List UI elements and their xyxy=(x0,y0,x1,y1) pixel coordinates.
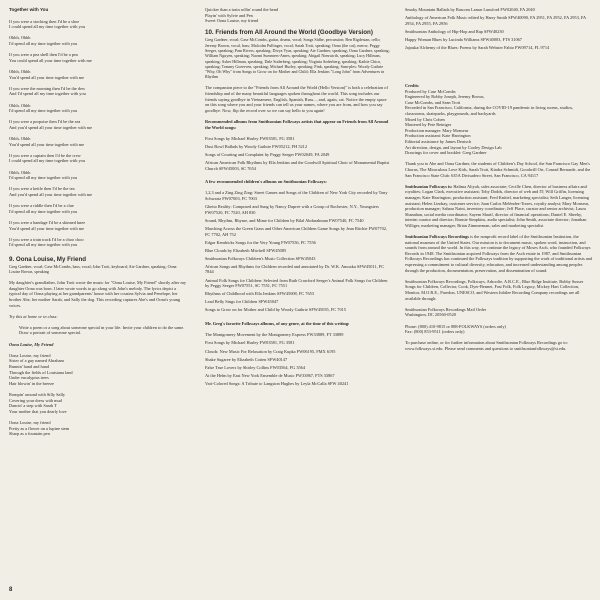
album-item: At the Helm by East New York Ensemble de Music FW33867, FTS 33867 xyxy=(205,372,335,378)
album-item: Jajouka/Alchemy of the Blues: Poems by Sarah Webster Fabio FW09714, FL 9714 xyxy=(405,44,550,50)
credit-line: Mixed by Chris Cohen xyxy=(405,116,445,122)
album-item: Dust Bowl Ballads by Woody Guthrie FW05212, FH 5212 xyxy=(205,143,308,149)
favorites-list xyxy=(205,332,391,386)
credit-line: Art direction, design, and layout by Cooley Design Lab xyxy=(405,144,502,150)
album-item: Ghetto Reality: Composed and Sung by Nancy Dupree with a Group of Rochester, N.Y., Youngsters FW07520, FC 7520, AH 830 xyxy=(205,204,379,215)
album-item: Happy Woman Blues by Lucinda Williams SFW40003, FTS 31067 xyxy=(405,36,522,42)
lyric-line: I'd spend all my time together with you xyxy=(9,242,78,248)
song-credits: Greg Gardner, vocal; Case McCombs, guitar, drums, vocal; Songs Sidhe, percussion; Ben Rigdesian, cello; Jeremy Brown, vocal, bass; Malcolm Pullinger, vocal; Sarah Trott, speaking; Oona (the cat), meow; Peggy Seeger, speaking; Pam Rivers, speaking; Divya Vyas, speaking; Ate Gardner, speaking; Oona Gardner, speaking; William Nguyen, speaking; Naomi Summers-Ames, speaking; Abigail Nieuwirth, speaking; Lucy Hillman, speaking; Asher Hillman, speaking; Dale Soderberg, speaking; Virginia Soderberg, speaking; Kathie Chico, speaking; Tommy Goeerven, speaking; Michael Hurley, speaking; Pink, speaking; Sam-ples: Woody Guthrie "Why, Oh Why" from Songs to Grow on for Mother and Child; Ella Jenkins "Long John" from Adventures in Rhythm xyxy=(205,37,390,80)
lyric-line: If you were a train track I'd be a choo choo xyxy=(9,236,84,242)
lyric-line: Ohhh, Ohhh xyxy=(9,136,31,142)
lyric-line: Dancin' a step with Sarah T xyxy=(9,403,57,409)
lyrics-heading: Oona Louise, My Friend xyxy=(9,341,54,347)
lyric-line: Playin' with Sylvie and Pen xyxy=(205,12,253,18)
lyric-line: Runnin' hand and hand xyxy=(9,364,49,370)
address-line: Fax: (800) 853-9511 (orders only) xyxy=(405,329,465,335)
address-line: Smithsonian Folkways Recordings Mail Order xyxy=(405,306,487,312)
activity-item: Draw a portrait of someone special. xyxy=(19,330,81,336)
lyric-line: I'd spend all my time together with you xyxy=(9,208,78,214)
lyric-line: Covering your dress with mud xyxy=(9,397,62,403)
credit-line: Drawings for cover and booklet: Greg Gardner xyxy=(405,150,487,156)
lyric-line: Under eucalyptus trees xyxy=(9,375,49,381)
lyric-line: You'd spend all your time together with me xyxy=(9,74,85,80)
credits-heading: Credits xyxy=(405,83,419,89)
lyric-line: Oona Louise, my friend xyxy=(9,419,51,425)
lyric-line: And you'd spend all your time together with me xyxy=(9,124,93,130)
credits-list xyxy=(405,89,593,156)
lyric-line: You'd spend all your time together with me xyxy=(9,141,85,147)
lyric-line: And you'd spend all your time together with me xyxy=(9,192,93,197)
thanks-paragraph: Thank you to Abe and Oona Gardner, the students of Children's Day School, the San Francisco Gay Men's Chorus, The Miraculous Love Kids, Sarah Trott, Kindra Schmidt, Goodwill Orr, Conrad Bernarde, and the San Francisco State Club: 635A Divisadero Street, San Francisco, CA 94117 xyxy=(405,161,591,178)
address-line: Phone: (800) 410-9815 or 888-FOLKWAYS (orders only) xyxy=(405,323,506,329)
album-item: Smithsonian Anthology of Hip-Hop and Rap SFW40230 xyxy=(405,28,504,34)
credit-line: Mastered by Pete Reiniger xyxy=(405,122,452,128)
album-item: Shake Sugaree by Elizabeth Cotten SFW40147 xyxy=(205,356,288,362)
album-item: Animal Folk Songs for Children: Selected from Ruth Crawford Seeger's Animal Folk Songs for Children by Peggy Seeger FW07551, SC 7551, FC 7551 xyxy=(205,277,388,289)
album-item: Rhythms of Childhood with Ella Jenkins SFW45008, FC 7653 xyxy=(205,291,314,297)
lyric-line: If you were a captain then I'd be the crew xyxy=(9,152,81,158)
credit-line: Production manager: Mary Monseur xyxy=(405,127,469,133)
left-column xyxy=(9,7,187,437)
mission-paragraph xyxy=(405,234,593,273)
song-description: The companion piece to the "Friends from All Around the World (Hello Version)" is both a celebration of friendship and of the many beautiful languages spoken throughout the world. This song includes our friends saying goodbye in Vietnamese, English, Spanish, Russ..., and, again, cat. Notice the empty space on this song where you and your friends can tell us your names, where you are from, and how you say goodbye. Now, flip the record over so we can say hello to you again! xyxy=(205,85,388,113)
try-at-home-label: Try this at home or in class: xyxy=(9,313,58,319)
song-intro: My daughter's grandfather, John Trott wrote the music for "Oona Louise, My Friend" shortly after my daughter Oona was born. I later wrote words to go along with John's melody. The lyrics depict a typical day of Oona playing at her grandparents' house with her cousins Sylvia and Penelope, her brother Abe, her mother Sarah, and Sally the dog. This recording captures Abe's and Oona's young voices. xyxy=(9,280,187,308)
mail-order-address xyxy=(405,307,593,335)
childrens-albums-heading: A few recommended children's albums on Smithsonian Folkways: xyxy=(205,179,327,185)
album-item: Smoky Mountain Ballads by Bascom Lamar Lunsford FW02040, FA 2040 xyxy=(405,7,535,12)
album-item: First Songs by Michael Hurley FW03581, FG 3581 xyxy=(205,135,295,141)
album-item: Marching Across the Green Grass and Other American Children Game Songs by Jean Ritchie FW07702, FC 7702, AH 752 xyxy=(205,225,388,237)
lyric-line: I'd spend all my time together with you xyxy=(9,175,78,181)
lyric-line: If you were a riddle then I'd be a clue xyxy=(9,203,74,209)
lyrics-continued xyxy=(205,7,391,24)
lyric-line: Sharp as a fountain pen xyxy=(9,431,50,437)
song-title-oona-louise: 9. Oona Louise, My Friend xyxy=(9,255,87,263)
lyric-line: Ohhh, Ohhh xyxy=(9,102,31,108)
album-item: Vari-Colored Songs: A Tribute to Langston Hughes by Leyla McCalla SFW 40241 xyxy=(205,380,349,386)
staff-paragraph xyxy=(405,184,593,229)
recommended-list xyxy=(205,136,391,171)
credit-line: Produced by Case McCombs xyxy=(405,88,456,94)
lyric-line: If you were a porpoise then I'd be the sea xyxy=(9,119,81,125)
album-item: Anthology of American Folk Music edited by Harry Smith SFW40090, FA 2951, FA 2952, FA 2953, FA 2954, FA 2955, FA 2956 xyxy=(405,15,586,26)
album-item: Songs to Grow on for Mother and Child by Woody Guthrie SFW45035, FC 7015 xyxy=(205,307,346,313)
lyric-line: If you were the morning then I'd be the dew xyxy=(9,85,86,91)
lyric-line: Ohhh, Ohhh xyxy=(9,68,31,74)
lyric-line: Hair blowin' in the breeze xyxy=(9,380,54,386)
album-item: 1,2,3 and a Zing Zing Zing: Street Games and Songs of the Children of New York City recorded by Tony Schwartz FW07003, FC 7003 xyxy=(205,190,388,202)
album-item: Lead Belly Sings for Children SFW45047 xyxy=(205,299,279,305)
lyric-line: I could spend all my time together with you xyxy=(9,24,86,30)
favorites-list-continued xyxy=(405,7,593,51)
lyric-line: I could spend all my time together with you xyxy=(9,158,86,164)
album-item: African Songs and Rhythms for Children recorded and annotated by Dr. W.K. Amoaku SFW45011, FC 7844 xyxy=(205,263,385,275)
album-item: Sound, Rhythm, Rhyme, and Mime for Children by Bilal Abdurahman FW07540, FC 7540 xyxy=(205,217,364,223)
album-item: Clouds: New Music For Relaxation by Craig Kupka FW06195, FMX 6195 xyxy=(205,348,336,354)
lyric-line: I'd spend all my time together with you xyxy=(9,40,78,46)
lyric-line: I'd spend all my time together with you xyxy=(9,108,78,114)
album-item: Blue Clouds by Elizabeth Mitchell SFW45085 xyxy=(205,247,287,253)
lyric-line: Through the fields of Louisiana land xyxy=(9,369,73,375)
lyric-line: Ohhh, Ohhh xyxy=(9,35,31,41)
labels-paragraph: Smithsonian Folkways Recordings, Folkways, Arhoolie, A.R.C.E., Blue Ridge Institute, Bobby Susser Songs for Children, Collector, Cook, Dyer-Bennet, Fast Folk, Folk Legacy, Mickey Hart Collection, Monitor, M.O.R.E., Paredon, UNESCO, and Western Jubilee Recording Company recordings are all available through: xyxy=(405,278,584,301)
records-heading: Smithsonian Folkways Recordings xyxy=(405,234,469,240)
credit-line: Case McCombs, and Sean Trott xyxy=(405,99,461,105)
staff-heading: Smithsonian Folkways is: xyxy=(405,183,453,189)
album-item: First Songs by Michael Hurley FW03581, FG 3581 xyxy=(205,340,295,346)
together-with-you-lyrics xyxy=(9,19,187,248)
credit-line: Engineered by Robby Joseph, Jeremy Brown, xyxy=(405,94,485,100)
activity-item: Write a poem or a song about someone special in your life. Invite your children to do the same. xyxy=(19,324,185,330)
middle-column xyxy=(205,7,391,389)
lyric-line: Oona Louise, my friend xyxy=(9,352,51,358)
address-line: Washington, DC 20560-0520 xyxy=(405,312,456,318)
favorites-heading: Mr. Greg's favorite Folkways albums, of any genre, at the time of this writing: xyxy=(205,321,350,327)
lyric-line: And I'd spend all my time together with you xyxy=(9,91,86,97)
lyric-line: If you were a kettle then I'd be the tea xyxy=(9,186,75,192)
oona-louise-lyrics xyxy=(9,353,187,437)
album-item: The Montgomery Movement by the Montgomery Express FW33889, FT 33889 xyxy=(205,332,344,338)
song-title-together-with-you: Together with You xyxy=(9,7,49,12)
lyric-line: Quicker than a train rollin' round the bend xyxy=(205,7,279,12)
lyric-line: You'd spend all your time together with me xyxy=(9,225,85,231)
credit-line: Recorded in San Francisco, California, during the COVID-19 pandemic in living rooms, studios, classrooms, skateparks, playgrounds, and backyards xyxy=(405,105,574,117)
lyric-line: Ohhh, Ohhh xyxy=(9,169,31,175)
lyric-line: If you were a stocking then I'd be a shoe xyxy=(9,18,80,24)
records-text: is the nonprofit record label of the Smithsonian Institution, the national museum of the United States. Our mission is to document music, spoken word, instruction, and sounds from around the world. In this way, we continue the legacy of Moses Asch, who founded Folkways Records in 1948. The Smithsonian acquired Folkways from the Asch estate in 1987, and Smithsonian Folkways Recordings has continued the Folkways tradition by supporting the work of traditional artists and expressing a commitment to cultural diversity, education, and increased understanding among peoples through the production, documentation, preservation, and dissemination of sound. xyxy=(405,234,592,273)
recommended-heading: Recommended albums from Smithsonian Folkways artists that appear on Friends from All Around the World songs: xyxy=(205,118,389,130)
lyric-line: Your mother that you dearly love xyxy=(9,408,67,414)
credit-line: Production assistant: Kate Harrington xyxy=(405,133,471,139)
closing-paragraph: To purchase online, or for further information about Smithsonian Folkways Recordings go to: www.folkways.si.edu. Please send comments and questions to smithsonianfolkways@si.edu. xyxy=(405,340,568,351)
song-title-friends: 10. Friends from All Around the World (Goodbye Version) xyxy=(205,29,373,37)
credit-line: Editorial assistance by James Deutsch xyxy=(405,139,472,144)
lyric-line: Sister of a guy named Abraham xyxy=(9,358,64,364)
song-credits: Greg Gardner, vocal; Case McCombs, bass, vocal; John Trott, keyboard; Ate Gardner, speaking; Oona Louise Brown, speaking xyxy=(9,263,177,275)
album-item: African American Folk Rhythms by Ella Jenkins and the Goodwill Spiritual Choir of Monumental Baptist Church SFW45003, SC 7654 xyxy=(205,159,390,171)
album-item: Songs of Courting and Complaint by Peggy Seeger FW02049, FA 2049 xyxy=(205,151,330,157)
album-item: Edgar Kendricks Songs for the Very Young FW07556, FC 7556 xyxy=(205,239,316,245)
album-item: Smithsonian Folkways Children's Music Collection SFW45043 xyxy=(205,255,316,261)
album-item: False True Lovers by Shirley Collins FW03564, FG 3564 xyxy=(205,364,306,370)
lyric-line: Rompin' around with Silly Sally xyxy=(9,392,66,397)
lyric-line: If you were a pea shell then I'd be a pea xyxy=(9,52,78,58)
staff-text: Halima Aliyah, sales associate; Cecille Chen, director of business affairs and royalties; Logan Clark, executive assistant; Toby Dodds, director of web and IT; Will Griffin, licensing manager; Kate Harrington, production assistant; Fred Knittel, marketing specialist; Seth Langer, licensing assistant; Helen Lindsay, customer service; Juan Carlos Meléndez-Torres, royalty analyst; Mary Monseur, production manager; Sahara Naini, inventory coordinator; Jeff Place, curator and senior archivist; Laura Shanahan, social media coordinator; Sayem Sharif, director of financial operations; Daniel E. Sheehy, interim curator and director; Ronnie Simpkins, audio specialist; John Smith, associate director; Jonathan Williger, marketing manager; Brian Zimmerman, sales and marketing specialist xyxy=(405,183,590,228)
lyric-line: Pretty as a flower on a lupine stem xyxy=(9,425,70,431)
lyric-line: Sweet Oona Louise, my friend xyxy=(205,18,259,24)
lyric-line: If you were a bandage I'd be a skinned knee xyxy=(9,219,86,225)
lyric-line: You could spend all your time together with me xyxy=(9,57,92,63)
right-column xyxy=(405,7,593,352)
childrens-albums-list xyxy=(205,190,391,313)
page-number: 8 xyxy=(9,587,13,593)
